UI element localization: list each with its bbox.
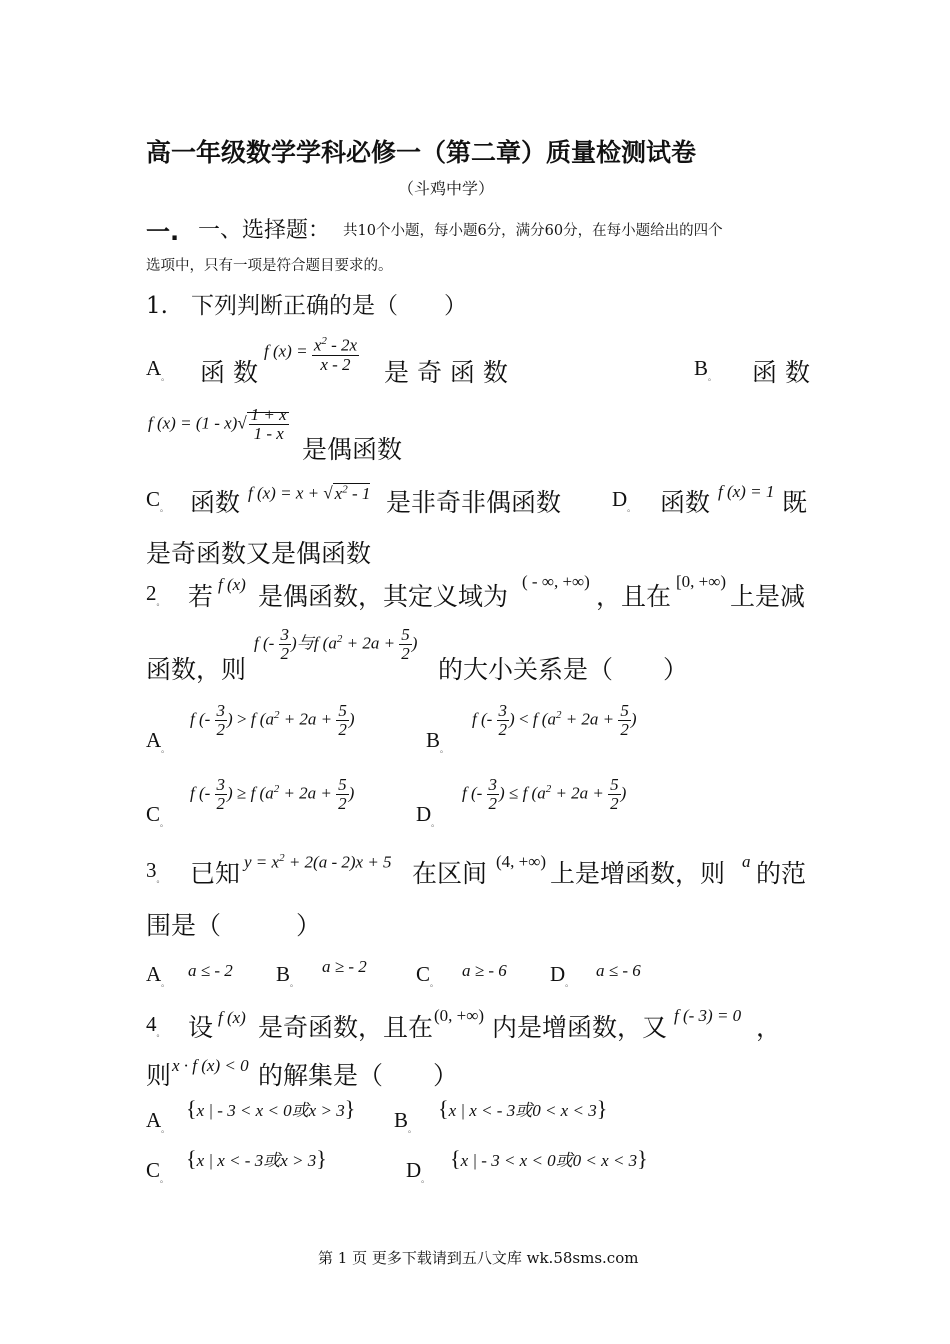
q2-expr: f (- $\frac{3}{2}$ )与f ($a^2 + 2a$ + $\frac{5}{2}$ ) [254, 625, 418, 663]
q4-d-set: {x | - 3 < x < 0或0 < x < 3} [450, 1146, 648, 1171]
q1-b-post: 是偶函数 [302, 435, 403, 464]
q2-b-expr: f (- $\frac{3}{2}$ ) < f ($a^2 + 2a$ + $\frac{5}{2}$ ) [472, 701, 637, 739]
q4-d-label: $D_。$ [406, 1158, 430, 1185]
q4-c-label: $C_。$ [146, 1158, 169, 1185]
q1-d-letter: D [612, 487, 628, 511]
q1-stem: 1. 下列判断正确的是（ ） [146, 293, 467, 319]
section-intro-1: 共10个小题，每小题6分，满分60分，在每小题给出的四个 [343, 223, 723, 239]
q2-b-letter: B [426, 728, 441, 752]
q2-a-label: $A_。$ [146, 728, 170, 755]
q4-pre: 设 [188, 1013, 214, 1042]
q1-d-label: $D_。$ [612, 487, 636, 514]
q3-b-letter: B [276, 962, 291, 986]
q4-line2-pre: 则 [146, 1061, 172, 1090]
q1-c-pre: 函数 [190, 488, 241, 517]
q1-d-post: 既 [782, 488, 808, 517]
q4-b-val: x | x < - 3或0 < x < 3 [448, 1101, 597, 1120]
q4-mid2: 内是增函数，又 [492, 1013, 668, 1042]
q4-d-letter: D [406, 1158, 422, 1182]
q3-func: $y = x^2 + 2(a - 2)x + 5$ [244, 852, 392, 872]
q4-d-val: x | - 3 < x < 0或0 < x < 3 [460, 1151, 638, 1170]
q1-b-formula: f (x) = (1 - x)√ $\frac{1 + x}{1 - x}$ [148, 405, 287, 443]
q4-post: ， [756, 1013, 782, 1042]
q3-b-val: a ≥ - 2 [322, 957, 367, 976]
q2-b-relation: < [518, 709, 529, 729]
q1-a-label: $A_。$ [146, 356, 170, 383]
q1-b-label: $B_。$ [694, 356, 717, 383]
q2-mid: 是偶函数，其定义域为 [258, 582, 509, 611]
q2-mid2: ，且在 [596, 582, 672, 611]
q3-a-val: a ≤ - 2 [188, 961, 233, 980]
q4-a-set: {x | - 3 < x < 0或x > 3} [186, 1096, 356, 1121]
q2-fx: f (x) [218, 575, 246, 594]
q2-line2-pre: 函数，则 [146, 655, 247, 684]
q4-c-val: x | x < - 3或x > 3 [196, 1151, 317, 1170]
q1-d-pre: 函数 [660, 488, 711, 517]
q2-line2-post: 的大小关系是（ ） [438, 655, 689, 684]
q2-c-letter: C [146, 802, 161, 826]
q4-b-letter: B [394, 1108, 409, 1132]
q3-a-letter: A [146, 962, 162, 986]
q4-b-set: {x | x < - 3或0 < x < 3} [438, 1096, 608, 1121]
q2-d-letter: D [416, 802, 432, 826]
page-footer: 第 1 页 更多下载请到五八文库 wk.58sms.com [318, 1249, 639, 1267]
section-number: 一. [146, 218, 180, 246]
q3-end: 的范 [756, 859, 807, 888]
q3-d-val: a ≤ - 6 [596, 961, 641, 980]
q2-pre: 若 [188, 582, 214, 611]
q1-a-post: 是 奇 函 数 [384, 358, 508, 387]
q4-a-label: $A_。$ [146, 1108, 170, 1135]
q2-c-relation: ≥ [236, 783, 247, 803]
page-title: 高一年级数学学科必修一（第二章）质量检测试卷 [146, 138, 697, 167]
q2-a-expr: f (- $\frac{3}{2}$ ) > f ($a^2 + 2a$ + $\frac{5}{2}$ ) [190, 701, 355, 739]
page-subtitle: （斗鸡中学） [398, 179, 495, 198]
q2-d-relation: ≤ [508, 783, 519, 803]
q3-c-letter: C [416, 962, 431, 986]
q3-num: $3_。$ [146, 858, 165, 885]
q4-a-val: x | - 3 < x < 0或x > 3 [196, 1101, 345, 1120]
q2-post: 上是减 [730, 582, 806, 611]
q3-c-label: $C_。$ [416, 962, 439, 989]
q1-a-pre: 函 数 [200, 358, 258, 387]
q1-c-label: $C_。$ [146, 487, 169, 514]
q4-num: $4_。$ [146, 1012, 165, 1039]
q2-b-label: $B_。$ [426, 728, 449, 755]
q4-line2-post: 的解集是（ ） [258, 1061, 459, 1090]
q3-d-label: $D_。$ [550, 962, 574, 989]
q4-interval: (0, +∞) [434, 1006, 485, 1025]
q2-c-expr: f (- $\frac{3}{2}$ ) ≥ f ($a^2 + 2a$ + $\frac{5}{2}$ ) [190, 775, 355, 813]
q4-b-label: $B_。$ [394, 1108, 417, 1135]
q3-mid: 在区间 [412, 859, 488, 888]
q1-c-formula: f (x) = x + √ $x^2 - 1$ [248, 483, 371, 503]
q2-d-label: $D_。$ [416, 802, 440, 829]
q4-c-set: {x | x < - 3或x > 3} [186, 1146, 327, 1171]
q1-b-letter: B [694, 356, 709, 380]
q4-ineq: x · f (x) < 0 [172, 1056, 249, 1075]
q2-num: $2_。$ [146, 581, 165, 608]
q3-c-val: a ≥ - 6 [462, 961, 507, 980]
q1-c-post: 是非奇非偶函数 [386, 488, 562, 517]
q2-domain: ( - ∞, +∞) [522, 572, 590, 591]
q1-c-letter: C [146, 487, 161, 511]
q3-a-label: $A_。$ [146, 962, 170, 989]
q4-fx: f (x) [218, 1008, 246, 1027]
q3-post: 上是增函数，则 [550, 859, 726, 888]
q1-a-letter: A [146, 356, 162, 380]
q1-d-formula: f (x) = 1 [718, 482, 775, 501]
q4-a-letter: A [146, 1108, 162, 1132]
q3-var: a [742, 852, 751, 871]
q2-a-letter: A [146, 728, 162, 752]
q3-number: 3 [146, 858, 157, 882]
q4-c-letter: C [146, 1158, 161, 1182]
q3-line2: 围是（ ） [146, 911, 322, 940]
q4-number: 4 [146, 1012, 157, 1036]
q3-d-letter: D [550, 962, 566, 986]
section-heading: 一、选择题： [198, 218, 331, 243]
q1-d-cont: 是奇函数又是偶函数 [146, 539, 372, 568]
q4-mid: 是奇函数，且在 [258, 1013, 434, 1042]
q3-b-label: $B_。$ [276, 962, 299, 989]
q2-interval: [0, +∞) [676, 572, 727, 591]
q2-number: 2 [146, 581, 157, 605]
q3-pre: 已知 [190, 859, 241, 888]
q2-d-expr: f (- $\frac{3}{2}$ ) ≤ f ($a^2 + 2a$ + $\frac{5}{2}$ ) [462, 775, 627, 813]
q1-b-pre: 函 数 [752, 358, 810, 387]
q1-a-formula: f (x) = $\frac{x^2 - 2x}{x - 2}$ [264, 332, 359, 374]
section-intro-2: 选项中，只有一项是符合题目要求的。 [146, 258, 393, 274]
q4-cond: f (- 3) = 0 [674, 1006, 742, 1025]
q2-a-relation: > [236, 709, 247, 729]
q2-c-label: $C_。$ [146, 802, 169, 829]
q3-interval: (4, +∞) [496, 852, 547, 871]
